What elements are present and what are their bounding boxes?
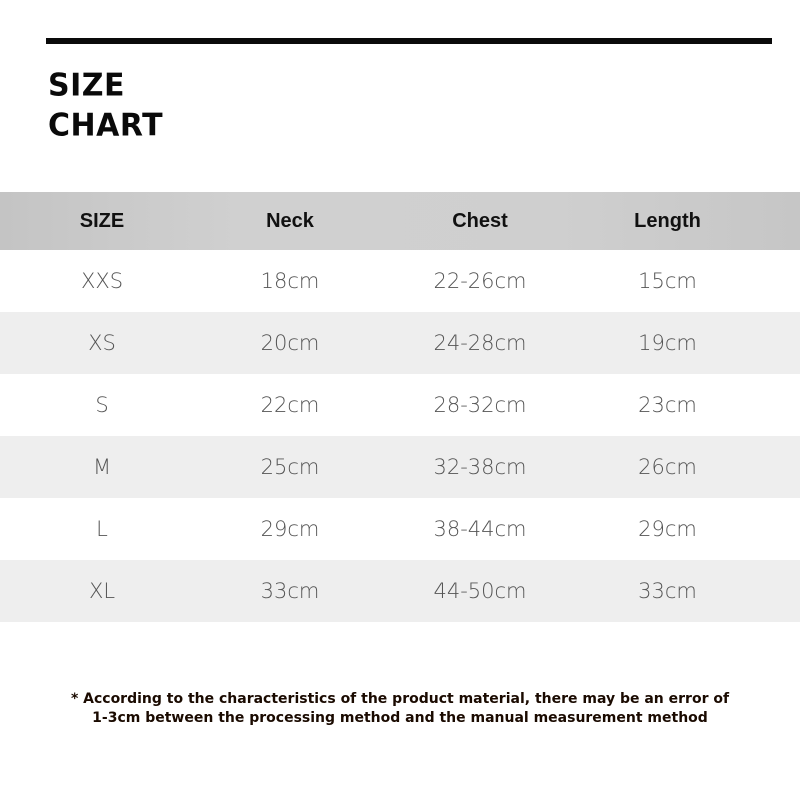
size-table [0, 192, 800, 622]
cell-size: S [95, 393, 109, 417]
title-line-2: CHART [48, 106, 164, 144]
table-row [0, 312, 800, 374]
header-length: Length [634, 209, 701, 232]
cell-neck: 33cm [260, 579, 320, 603]
header-chest: Chest [452, 209, 508, 232]
cell-neck: 22cm [260, 393, 320, 417]
header-neck: Neck [266, 209, 314, 232]
table-row [0, 560, 800, 622]
top-divider [46, 38, 772, 44]
cell-neck: 25cm [260, 455, 320, 479]
cell-length: 15cm [638, 269, 697, 293]
cell-neck: 18cm [260, 269, 320, 293]
cell-neck: 29cm [260, 517, 320, 541]
cell-chest: 44-50cm [433, 579, 527, 603]
table-row [0, 374, 800, 436]
cell-length: 23cm [638, 393, 697, 417]
cell-chest: 22-26cm [433, 269, 527, 293]
note-line-2: 1-3cm between the processing method and the manual measurement method [92, 710, 708, 726]
cell-size: XL [88, 579, 116, 603]
table-row [0, 436, 800, 498]
table-row [0, 498, 800, 560]
table-header-row [0, 192, 800, 250]
cell-size: M [92, 455, 112, 479]
cell-chest: 28-32cm [433, 393, 527, 417]
cell-chest: 38-44cm [433, 517, 527, 541]
cell-neck: 20cm [260, 331, 320, 355]
cell-size: L [96, 517, 108, 541]
cell-size: XXS [80, 269, 124, 293]
cell-length: 29cm [638, 517, 697, 541]
cell-length: 19cm [638, 331, 697, 355]
cell-chest: 24-28cm [433, 331, 527, 355]
title-line-1: SIZE [48, 67, 126, 104]
note-line-1: * According to the characteristics of the product material, there may be an error of [70, 691, 730, 707]
cell-length: 33cm [638, 579, 697, 603]
cell-length: 26cm [638, 455, 697, 479]
page-title [48, 66, 163, 146]
header-size: SIZE [79, 209, 125, 232]
cell-chest: 32-38cm [433, 455, 527, 479]
cell-size: XS [88, 331, 116, 355]
table-row [0, 250, 800, 312]
measurement-note [60, 690, 740, 728]
